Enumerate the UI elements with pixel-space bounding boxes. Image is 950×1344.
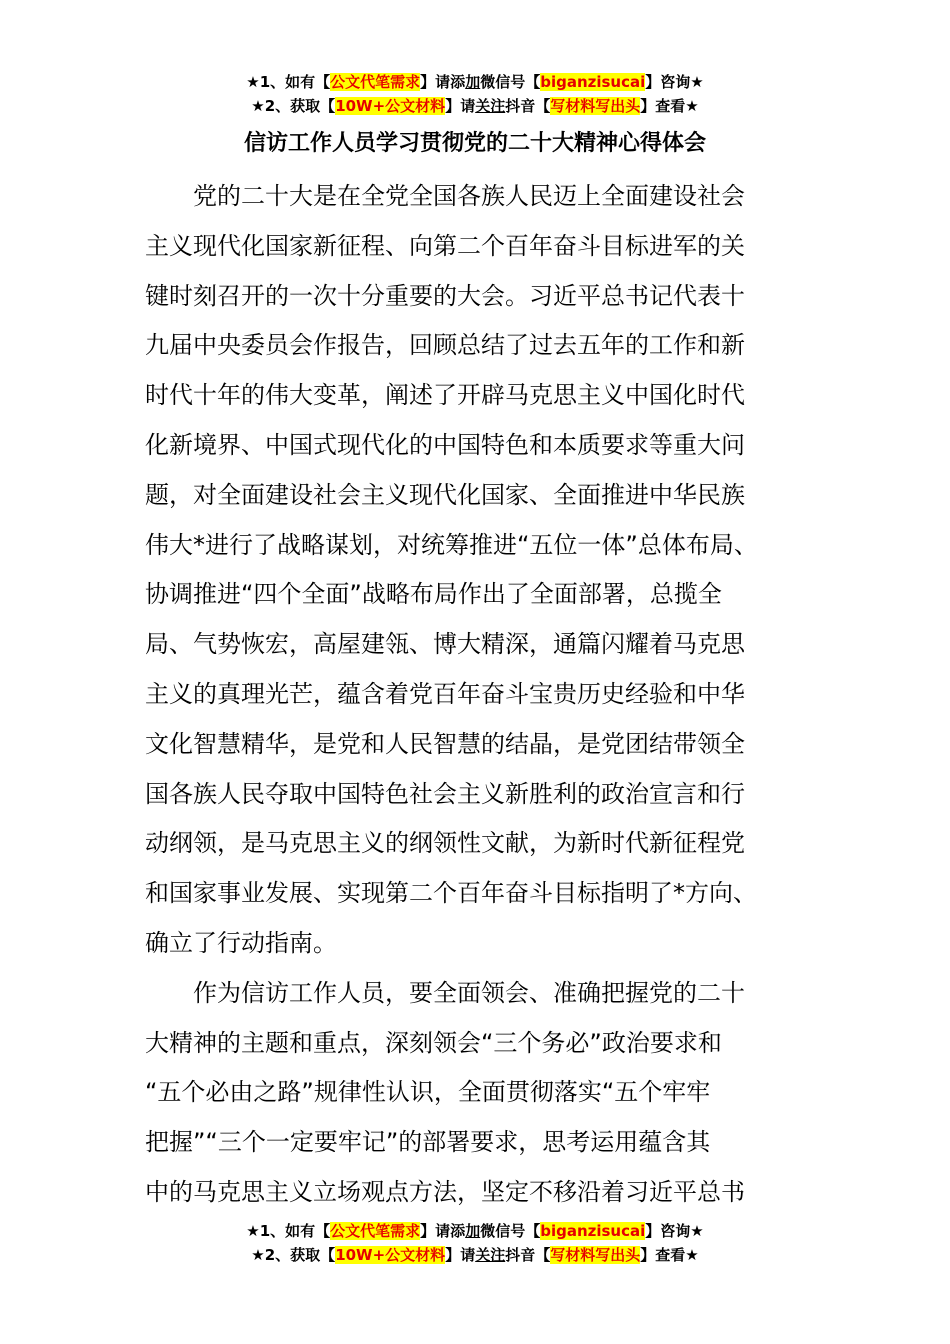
text-line: 协调推进“四个全面”战略布局作出了全面部署，总揽全 bbox=[145, 580, 722, 609]
text-line: 国各族人民夺取中国特色社会主义新胜利的政治宣言和行 bbox=[145, 779, 745, 808]
paragraph-1 bbox=[145, 172, 807, 969]
text-line: 和国家事业发展、实现第二个百年奋斗目标指明了*方向、 bbox=[145, 879, 757, 908]
text-line: 伟大*进行了战略谋划，对统筹推进“五位一体”总体布局、 bbox=[145, 530, 758, 559]
highlight-materials: 10W+公文材料 bbox=[335, 1246, 446, 1264]
highlight-service: 公文代笔需求 bbox=[330, 73, 421, 91]
text-line: 中的马克思主义立场观点方法，坚定不移沿着习近平总书 bbox=[145, 1177, 745, 1206]
highlight-wechat-id: biganzisucai bbox=[540, 73, 646, 91]
text-line: 动纲领，是马克思主义的纲领性文献，为新时代新征程党 bbox=[145, 829, 745, 858]
highlight-douyin-id: 写材料写出头 bbox=[550, 97, 641, 115]
text-line: 确立了行动指南。 bbox=[145, 928, 337, 957]
text-line: 局、气势恢宏，高屋建瓴、博大精深，通篇闪耀着马克思 bbox=[145, 630, 745, 659]
text-line: 时代十年的伟大变革，阐述了开辟马克思主义中国化时代 bbox=[145, 381, 745, 410]
highlight-service: 公文代笔需求 bbox=[330, 1222, 421, 1240]
text-line: “五个必由之路”规律性认识，全面贯彻落实“五个牢牢 bbox=[145, 1078, 711, 1107]
banner-line-2: ★2、获取【10W+公文材料】请关注抖音【写材料写出头】查看★ bbox=[251, 1246, 699, 1264]
text-line: 主义现代化国家新征程、向第二个百年奋斗目标进军的关 bbox=[145, 231, 745, 260]
text-line: 键时刻召开的一次十分重要的大会。习近平总书记代表十 bbox=[145, 281, 745, 310]
text-line: 作为信访工作人员，要全面领会、准确把握党的二十 bbox=[193, 978, 745, 1007]
highlight-douyin-id: 写材料写出头 bbox=[550, 1246, 641, 1264]
document-title: 信访工作人员学习贯彻党的二十大精神心得体会 bbox=[243, 131, 706, 156]
banner-line-1: ★1、如有【公文代笔需求】请添加微信号【biganzisucai】咨询★ bbox=[246, 73, 704, 91]
paragraph-2 bbox=[145, 969, 807, 1218]
text-line: 文化智慧精华，是党和人民智慧的结晶，是党团结带领全 bbox=[145, 729, 745, 758]
text-line: 化新境界、中国式现代化的中国特色和本质要求等重大问 bbox=[145, 430, 745, 459]
document-body bbox=[145, 172, 807, 1218]
banner-line-1: ★1、如有【公文代笔需求】请添加微信号【biganzisucai】咨询★ bbox=[246, 1222, 704, 1240]
text-line: 党的二十大是在全党全国各族人民迈上全面建设社会 bbox=[193, 182, 745, 210]
text-line: 题，对全面建设社会主义现代化国家、全面推进中华民族 bbox=[145, 480, 745, 509]
text-line: 九届中央委员会作报告，回顾总结了过去五年的工作和新 bbox=[145, 331, 745, 360]
highlight-wechat-id: biganzisucai bbox=[540, 1222, 646, 1240]
banner-line-2: ★2、获取【10W+公文材料】请关注抖音【写材料写出头】查看★ bbox=[251, 97, 699, 115]
text-line: 把握”“三个一定要牢记”的部署要求，思考运用蕴含其 bbox=[145, 1128, 711, 1157]
text-line: 主义的真理光芒，蕴含着党百年奋斗宝贵历史经验和中华 bbox=[145, 679, 745, 708]
footer-banner bbox=[0, 1219, 950, 1267]
highlight-materials: 10W+公文材料 bbox=[335, 97, 446, 115]
header-banner bbox=[0, 70, 950, 118]
text-line: 大精神的主题和重点，深刻领会“三个务必”政治要求和 bbox=[145, 1028, 722, 1057]
